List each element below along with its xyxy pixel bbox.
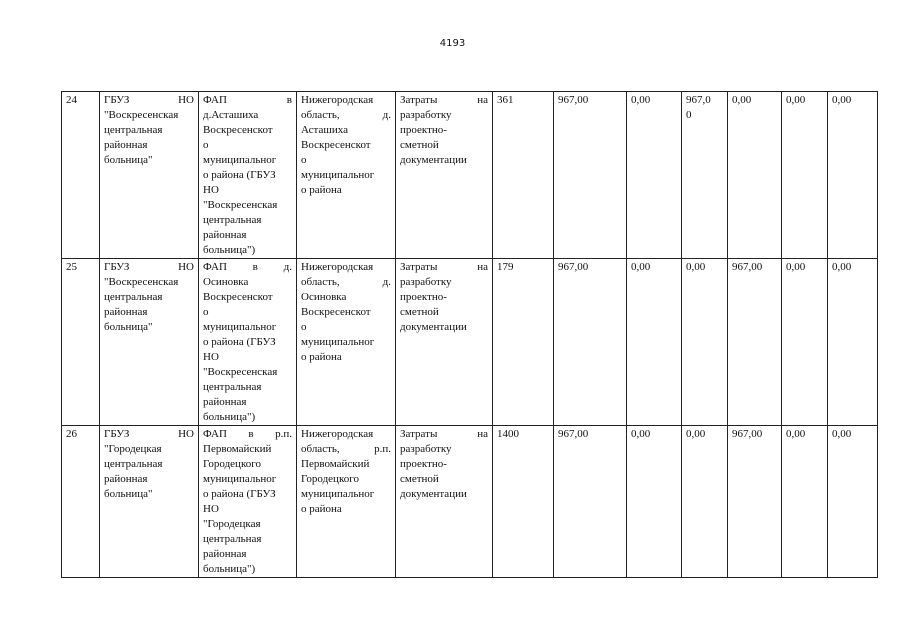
object-line: районная: [203, 396, 247, 408]
location-line: о района: [301, 503, 342, 515]
location-line: о района: [301, 184, 342, 196]
institution-cell: [100, 426, 199, 578]
object-line: больница"): [203, 563, 256, 575]
wrapped-value-line: 967,0: [686, 94, 711, 106]
cost-line: проектно-: [400, 291, 447, 303]
institution-cell: [100, 259, 199, 426]
value-cell: 967,00: [554, 92, 627, 259]
location-line: Воскресенскот: [301, 306, 371, 318]
institution-line: "Городецкая: [104, 443, 162, 455]
object-cell: [199, 259, 297, 426]
value-cell: 967,00: [728, 259, 782, 426]
location-line: Городецкого: [301, 473, 359, 485]
table-row: [62, 426, 878, 578]
object-line: НО: [203, 351, 219, 363]
object-line: о: [203, 306, 209, 318]
location-cell: [297, 259, 396, 426]
cost-line: разработку: [400, 443, 452, 455]
object-line: Воскресенскот: [203, 124, 273, 136]
institution-line: центральная: [104, 291, 163, 303]
object-line: районная: [203, 229, 247, 241]
value-cell: 967,00: [554, 259, 627, 426]
cost-line: разработку: [400, 109, 452, 121]
object-line: о района (ГБУЗ: [203, 488, 276, 500]
location-line: Нижегородская: [301, 428, 374, 440]
institution-line: "Воскресенская: [104, 109, 179, 121]
object-cell: [199, 92, 297, 259]
object-line: "Городецкая: [203, 518, 261, 530]
location-line: о района: [301, 351, 342, 363]
object-line: ФАП в р.п.: [203, 428, 292, 440]
value-cell: 0,00: [828, 92, 878, 259]
object-line: "Воскресенская: [203, 366, 278, 378]
object-line: НО: [203, 503, 219, 515]
institution-line: больница": [104, 321, 153, 333]
institution-line: ГБУЗ НО: [104, 261, 194, 273]
value-cell: 0,00: [627, 92, 682, 259]
object-line: муниципальног: [203, 321, 277, 333]
institution-cell: [100, 92, 199, 259]
institution-line: центральная: [104, 458, 163, 470]
institution-line: районная: [104, 139, 148, 151]
object-line: о: [203, 139, 209, 151]
institution-line: центральная: [104, 124, 163, 136]
value-cell: [682, 92, 728, 259]
object-line: о района (ГБУЗ: [203, 169, 276, 181]
cost-line: Затраты на: [400, 428, 488, 440]
value-cell: 967,00: [554, 426, 627, 578]
value-cell: 0,00: [782, 426, 828, 578]
table-row: [62, 259, 878, 426]
object-line: НО: [203, 184, 219, 196]
institution-line: районная: [104, 306, 148, 318]
object-line: центральная: [203, 214, 262, 226]
value-cell: 0,00: [682, 259, 728, 426]
location-line: Нижегородская: [301, 261, 374, 273]
institution-line: "Воскресенская: [104, 276, 179, 288]
location-line: Воскресенскот: [301, 139, 371, 151]
value-cell: 1400: [493, 426, 554, 578]
location-line: Нижегородская: [301, 94, 374, 106]
location-line: о: [301, 321, 307, 333]
location-line: о: [301, 154, 307, 166]
row-number: 24: [62, 92, 100, 259]
object-cell: [199, 426, 297, 578]
cost-line: сметной: [400, 473, 439, 485]
cost-cell: [396, 259, 493, 426]
location-line: область, д.: [301, 276, 391, 288]
institution-line: ГБУЗ НО: [104, 428, 194, 440]
location-line: область, д.: [301, 109, 391, 121]
page-number: 4193: [439, 38, 466, 49]
object-line: Первомайский: [203, 443, 272, 455]
location-cell: [297, 426, 396, 578]
value-cell: 0,00: [627, 259, 682, 426]
value-cell: 967,00: [728, 426, 782, 578]
object-line: д.Асташиха: [203, 109, 259, 121]
value-cell: 0,00: [682, 426, 728, 578]
object-line: Воскресенскот: [203, 291, 273, 303]
institution-line: больница": [104, 488, 153, 500]
cost-line: сметной: [400, 306, 439, 318]
institution-line: больница": [104, 154, 153, 166]
location-line: Первомайский: [301, 458, 370, 470]
location-line: муниципальног: [301, 336, 375, 348]
object-line: Городецкого: [203, 458, 261, 470]
location-line: Осиновка: [301, 291, 347, 303]
cost-line: проектно-: [400, 458, 447, 470]
value-cell: 0,00: [728, 92, 782, 259]
table-row: [62, 92, 878, 259]
object-line: муниципальног: [203, 154, 277, 166]
cost-line: проектно-: [400, 124, 447, 136]
object-line: районная: [203, 548, 247, 560]
cost-line: документации: [400, 488, 467, 500]
location-line: муниципальног: [301, 169, 375, 181]
value-cell: 0,00: [828, 426, 878, 578]
row-number: 25: [62, 259, 100, 426]
object-line: ФАП в: [203, 94, 292, 106]
object-line: больница"): [203, 411, 256, 423]
object-line: ФАП в д.: [203, 261, 292, 273]
location-line: муниципальног: [301, 488, 375, 500]
value-cell: 0,00: [627, 426, 682, 578]
value-cell: 0,00: [782, 259, 828, 426]
location-line: Асташиха: [301, 124, 348, 136]
cost-line: сметной: [400, 139, 439, 151]
value-cell: 179: [493, 259, 554, 426]
object-line: Осиновка: [203, 276, 249, 288]
financing-table: [61, 91, 878, 578]
value-cell: 0,00: [782, 92, 828, 259]
object-line: "Воскресенская: [203, 199, 278, 211]
cost-line: документации: [400, 154, 467, 166]
institution-line: ГБУЗ НО: [104, 94, 194, 106]
cost-line: разработку: [400, 276, 452, 288]
object-line: муниципальног: [203, 473, 277, 485]
object-line: больница"): [203, 244, 256, 256]
value-cell: 0,00: [828, 259, 878, 426]
object-line: центральная: [203, 381, 262, 393]
wrapped-value-line: 0: [686, 109, 692, 121]
cost-line: Затраты на: [400, 261, 488, 273]
cost-cell: [396, 426, 493, 578]
cost-cell: [396, 92, 493, 259]
cost-line: документации: [400, 321, 467, 333]
value-cell: 361: [493, 92, 554, 259]
object-line: о района (ГБУЗ: [203, 336, 276, 348]
cost-line: Затраты на: [400, 94, 488, 106]
location-line: область, р.п.: [301, 443, 391, 455]
object-line: центральная: [203, 533, 262, 545]
row-number: 26: [62, 426, 100, 578]
institution-line: районная: [104, 473, 148, 485]
location-cell: [297, 92, 396, 259]
